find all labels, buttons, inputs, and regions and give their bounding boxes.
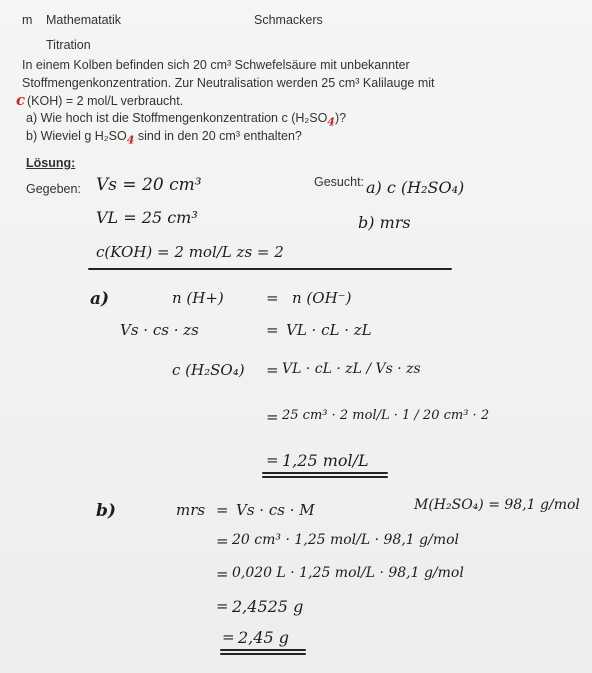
a-row2-left: Vs · cs · zs — [120, 321, 199, 339]
b-row3-right: 0,020 L · 1,25 mol/L · 98,1 g/mol — [232, 565, 464, 581]
header-topic: Titration — [46, 38, 91, 52]
b-row2-eq: = — [216, 532, 229, 550]
b-row4-eq: = — [216, 597, 229, 615]
given-vl: VL = 25 cm³ — [96, 208, 198, 227]
b-molar-mass: M(H₂SO₄) = 98,1 g/mol — [414, 497, 580, 513]
a-row2-eq: = — [266, 321, 279, 339]
given-vs: Vs = 20 cm³ — [96, 175, 202, 195]
a-result-underline-2 — [262, 476, 388, 478]
a-row1-eq: = — [266, 289, 279, 307]
b-row3-eq: = — [216, 565, 229, 583]
part-b-label: b) — [96, 501, 116, 521]
task-line-1: In einem Kolben befinden sich 20 cm³ Schwefelsäure mit unbekannter — [22, 58, 410, 72]
part-a-label: a) — [90, 289, 110, 309]
b-result-underline-1 — [220, 649, 306, 651]
a-row4-eq: = — [266, 408, 279, 426]
task-question-a: a) Wie hoch ist die Stoffmengenkonzentration c $(H_2SO_4)$? — [26, 111, 347, 129]
b-result-underline-2 — [220, 653, 306, 655]
a-row3-eq: = — [266, 361, 279, 379]
task-line-2: Stoffmengenkonzentration. Zur Neutralisation werden 25 cm³ Kalilauge mit — [22, 76, 435, 90]
a-result: 1,25 mol/L — [282, 451, 369, 470]
task-line-3: (KOH) = 2 mol/L verbraucht. — [27, 94, 184, 108]
b-row2-right: 20 cm³ · 1,25 mol/L · 98,1 g/mol — [232, 532, 459, 548]
given-c-koh: c(KOH) = 2 mol/L zs = 2 — [96, 243, 284, 261]
wanted-a: a) c (H₂SO₄) — [366, 178, 465, 197]
solution-heading: Lösung: — [26, 156, 76, 170]
wanted-label: Gesucht: — [314, 175, 365, 189]
header-marker: m — [22, 13, 33, 27]
given-underline — [88, 268, 452, 270]
a-row2-right: VL · cL · zL — [286, 321, 372, 339]
a-row4-right: 25 cm³ · 2 mol/L · 1 / 20 cm³ · 2 — [282, 408, 490, 423]
red-c-mark: c — [16, 91, 26, 109]
b-row5-eq: = — [222, 628, 235, 646]
a-row5-eq: = — [266, 451, 279, 469]
given-label: Gegeben: — [26, 182, 81, 196]
header-subject: Mathematatik — [46, 13, 122, 27]
wanted-b: b) mrs — [358, 213, 411, 232]
b-row1-left: mrs — [176, 501, 206, 519]
a-row1-left: n (H+) — [172, 289, 224, 307]
a-result-underline-1 — [262, 472, 388, 474]
task-question-b: b) Wieviel g $H_2SO_4$ sind in den 20 cm³ enthalten? — [26, 129, 302, 147]
a-row1-right: n (OH⁻) — [292, 289, 352, 307]
b-result: 2,45 g — [238, 628, 289, 647]
header-publisher: Schmackers — [254, 13, 323, 27]
a-row3-right: VL · cL · zL / Vs · zs — [282, 361, 421, 377]
b-row1-right: Vs · cs · M — [236, 501, 315, 519]
a-row3-left: c (H₂SO₄) — [172, 361, 245, 379]
b-row1-eq: = — [216, 501, 229, 519]
b-row4-right: 2,4525 g — [232, 597, 304, 616]
